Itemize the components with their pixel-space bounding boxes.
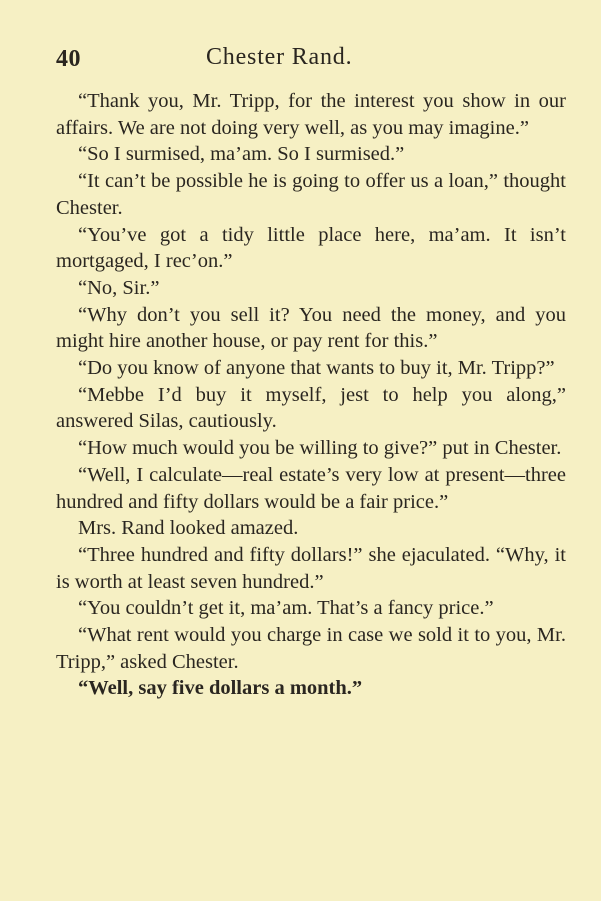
paragraph: “Thank you, Mr. Tripp, for the interest you show in our affairs. We are not doing very well, as you may imagine.” bbox=[56, 90, 566, 139]
paragraph: “Three hundred and fifty dollars!” she ejaculated. “Why, it is worth at least seven hundred.” bbox=[56, 543, 566, 593]
paragraph: “So I surmised, ma’am. So I surmised.” bbox=[78, 143, 405, 166]
page-number: 40 bbox=[56, 46, 81, 72]
paragraph: “You couldn’t get it, ma’am. That’s a fancy price.” bbox=[78, 597, 494, 620]
paragraph: “Do you know of anyone that wants to buy it, Mr. Tripp?” bbox=[78, 357, 555, 380]
paragraph: “Well, say five dollars a month.” bbox=[78, 677, 363, 700]
body-text bbox=[56, 88, 566, 702]
running-title: Chester Rand. bbox=[206, 44, 353, 70]
paragraph: “What rent would you charge in case we sold it to you, Mr. Tripp,” asked Chester. bbox=[56, 624, 566, 673]
paragraph: “It can’t be possible he is going to offer us a loan,” thought Chester. bbox=[56, 170, 566, 219]
paragraph: “No, Sir.” bbox=[78, 276, 160, 299]
paragraph: “You’ve got a tidy little place here, ma’am. It isn’t mortgaged, I rec’on.” bbox=[56, 223, 566, 273]
page-header bbox=[56, 40, 568, 74]
paragraph: “Mebbe I’d buy it myself, jest to help you along,” answered Silas, cautiously. bbox=[56, 383, 566, 433]
paragraph: “Why don’t you sell it? You need the money, and you might hire another house, or pay rent for this.” bbox=[56, 303, 566, 353]
paragraph: Mrs. Rand looked amazed. bbox=[78, 517, 299, 540]
paragraph: “Well, I calculate—real estate’s very low at present—three hundred and fifty dollars would be a fair price.” bbox=[56, 463, 566, 513]
paragraph: “How much would you be willing to give?” put in Chester. bbox=[78, 437, 562, 460]
